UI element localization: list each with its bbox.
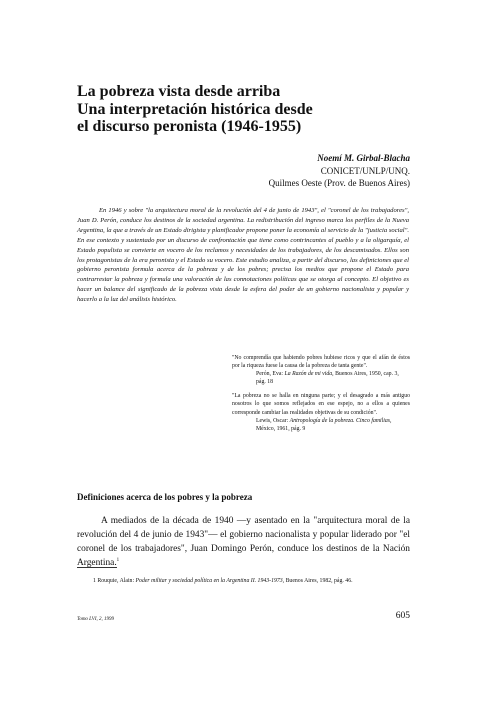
footnote-1-prefix: 1 Rouquie, Alain:: [93, 578, 136, 584]
author-block: [269, 152, 410, 190]
epigraph-source-2-rest: , México, 1961, pág. 9: [256, 417, 392, 432]
body-paragraph-text: A mediados de la década de 1940 —y asentado en la "arquitectura moral de la revolución del 4 de junio de 1943"— el gobierno nacionalista y popular liderado por "el coronel de los trabajadores", Juan Domingo Perón, conduce los destinos de la Nación Argentina.: [77, 516, 410, 568]
footnote-1-work: Poder militar y sociedad política en la Argentina II. 1943-1973: [135, 578, 283, 584]
abstract: [77, 206, 409, 305]
page-number: 605: [395, 611, 410, 621]
footnote-1-rest: , Buenos Aires, 1982, pág. 46.: [282, 578, 353, 584]
epigraph-source-2-author: Lewis, Oscar:: [256, 417, 290, 424]
title-line-2: Una interpretación histórica desde: [77, 100, 313, 118]
section-heading: Definiciones acerca de los pobres y la pobreza: [77, 492, 253, 502]
journal-reference: Tomo LVI, 2, 1999: [77, 617, 114, 622]
epigraph-quote-1: "No comprendía que habiendo pobres hubiese ricos y que el afán de éstos por la riqueza fuese la causa de la pobreza de tanta gente".: [232, 355, 410, 370]
footnote-ref-1: 1: [116, 557, 120, 563]
body-paragraph: [77, 514, 410, 570]
epigraph-source-2-work: Antropología de la pobreza. Cinco familias: [289, 417, 391, 424]
article-title: [77, 83, 417, 136]
author-name: Noemí M. Girbal-Blacha: [317, 153, 410, 163]
epigraph-quote-2: "La pobreza no se halla en ninguna parte; y el desagrado a más antiguo nosotros lo que somos reflejados en ese espejo, no a ellos a quienes corresponde cambiar las realidades objetivas de su condición".: [232, 393, 410, 416]
author-affiliation-2: Quilmes Oeste (Prov. de Buenos Aires): [268, 178, 410, 188]
author-affiliation-1: CONICET/UNLP/UNQ.: [320, 165, 410, 176]
epigraph-source-1: [256, 370, 410, 386]
body-text: [77, 514, 410, 570]
epigraphs: [232, 354, 410, 439]
epigraph-source-1-work: La Razón de mi vida: [284, 371, 333, 378]
epigraph-source-2: [256, 417, 410, 433]
title-line-3: el discurso peronista (1946-1955): [77, 118, 302, 135]
abstract-text: En 1946 y sobre "la arquitectura moral de la revolución del 4 de junio de 1943", el "coronel de los trabajadores", Juan D. Perón, conduce los destinos de la sociedad argentina. La redistribución del ingreso marca los perfiles de la Nueva Argentina, la que a través de un Estado dirigista y planificador propone poner la economía al servicio de la "justicia social". En ese contexto y sustentado por un discurso de confrontación que tiene como contrincantes al pueblo y a la oligarquía, el Estado populista se convierte en vocero de los reclamos y necesidades de los trabajadores, de los descamisados. Ellos son los protagonistas de la era peronista y el Estado su vocero. Este estudio analiza, a partir del discurso, las definiciones que el gobierno peronista formula acerca de la pobreza y de los pobres; precisa los medios que propone el Estado para contrarrestar la pobreza y formula una valoración de las connotaciones políticas que se otorga al concepto. El objetivo es hacer un balance del significado de la pobreza vista desde la esfera del poder de un gobierno nacionalista y popular y hacerlo a la luz del análisis histórico.: [77, 207, 409, 304]
footnote-rule: [77, 567, 117, 568]
footnote-1: [77, 577, 410, 586]
title-line-1: La pobreza vista desde arriba: [77, 83, 281, 100]
epigraph-source-1-rest: , Buenos Aires, 1950, cap. 3, pág. 18: [256, 371, 399, 386]
footnote-1-text: [77, 577, 410, 586]
epigraph-source-1-author: Perón, Eva:: [256, 371, 285, 378]
